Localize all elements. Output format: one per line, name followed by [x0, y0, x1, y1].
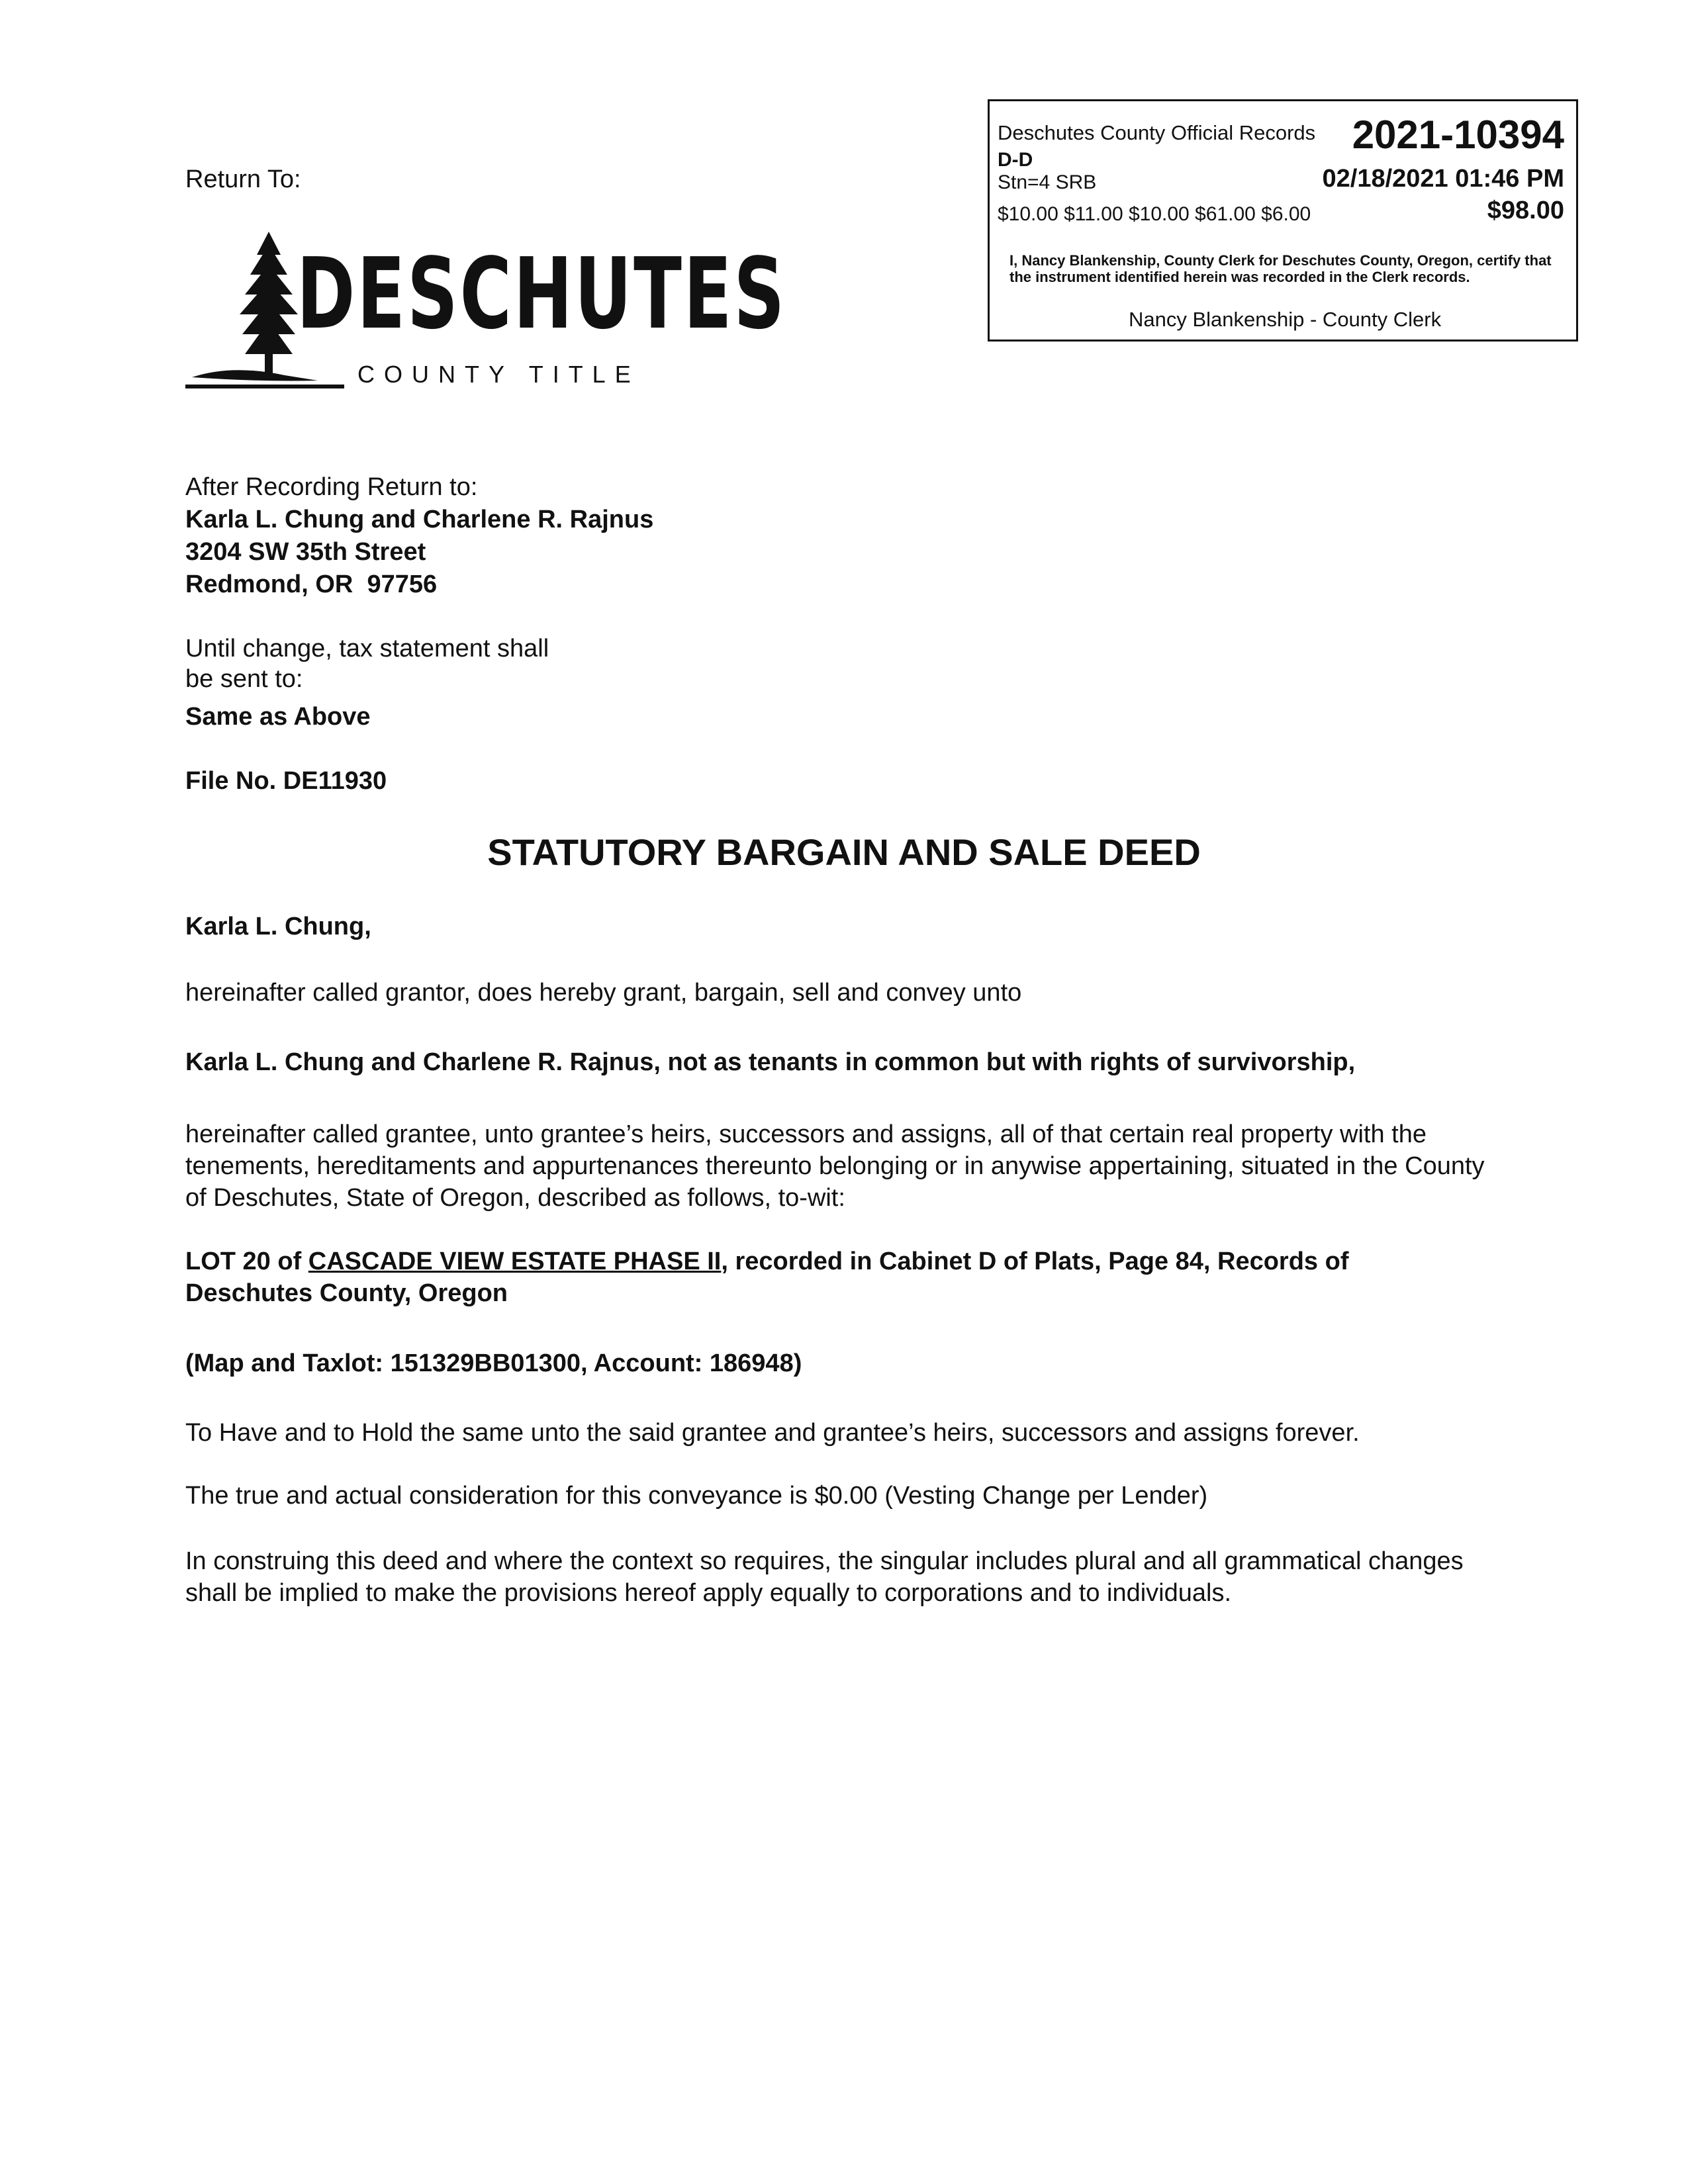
grant-clause: hereinafter called grantor, does hereby grant, bargain, sell and convey unto	[185, 979, 1022, 1007]
habendum-clause: To Have and to Hold the same unto the said grantee and grantee’s heirs, successors and assigns forever.	[185, 1419, 1360, 1447]
recording-stamp	[988, 99, 1578, 341]
stamp-record-number: 2021-10394	[1352, 113, 1564, 157]
after-recording-label: After Recording Return to:	[185, 473, 478, 501]
stamp-datetime: 02/18/2021 01:46 PM	[1322, 165, 1564, 193]
logo-subtitle: COUNTY TITLE	[357, 361, 640, 388]
tax-statement-value: Same as Above	[185, 703, 371, 731]
stamp-doc-type: D-D	[998, 149, 1033, 171]
legal-prefix: LOT 20 of	[185, 1248, 308, 1275]
consideration-statement: The true and actual consideration for this conveyance is $0.00 (Vesting Change per Lender)	[185, 1482, 1208, 1510]
file-number: File No. DE11930	[185, 767, 387, 795]
legal-description	[185, 1246, 1483, 1309]
logo-name: DESCHUTES	[297, 237, 787, 351]
grantor-name: Karla L. Chung,	[185, 913, 371, 940]
stamp-station: Stn=4 SRB	[998, 171, 1097, 193]
grantee-clause: hereinafter called grantee, unto grantee’s heirs, successors and assigns, all of that certain real property with the tenements, hereditaments and appurtenances thereunto belonging or in anywise appertaining, situated in the County of Deschutes, State of Oregon, described as follows, to-wit:	[185, 1120, 1485, 1212]
after-recording-street: 3204 SW 35th Street	[185, 538, 426, 566]
stamp-certification: I, Nancy Blankenship, County Clerk for Deschutes County, Oregon, certify that the instrument identified herein was recorded in the Clerk records.	[1009, 252, 1552, 285]
stamp-total: $98.00	[1487, 197, 1564, 224]
stamp-clerk: Nancy Blankenship - County Clerk	[1129, 308, 1442, 331]
after-recording-city: Redmond, OR 97756	[185, 570, 438, 598]
stamp-fees: $10.00 $11.00 $10.00 $61.00 $6.00	[998, 203, 1311, 225]
stamp-source: Deschutes County Official Records	[998, 121, 1316, 144]
grantee-names: Karla L. Chung and Charlene R. Rajnus, not as tenants in common but with rights of survivorship,	[185, 1048, 1356, 1076]
legal-suffix: , recorded in Cabinet D of Plats, Page 84, Records of Deschutes County, Oregon	[185, 1248, 1349, 1307]
tax-statement-label-2: be sent to:	[185, 665, 303, 693]
subdivision-name: CASCADE VIEW ESTATE PHASE II	[308, 1248, 722, 1275]
map-taxlot: (Map and Taxlot: 151329BB01300, Account: 186948)	[185, 1349, 802, 1377]
document-title: STATUTORY BARGAIN AND SALE DEED	[487, 831, 1201, 873]
tax-statement-label-1: Until change, tax statement shall	[185, 635, 549, 662]
return-to-label: Return To:	[185, 165, 301, 193]
construction-clause: In construing this deed and where the context so requires, the singular includes plural and all grammatical changes shall be implied to make the provisions hereof apply equally to corporations and to individuals.	[185, 1547, 1464, 1607]
after-recording-name: Karla L. Chung and Charlene R. Rajnus	[185, 506, 654, 533]
